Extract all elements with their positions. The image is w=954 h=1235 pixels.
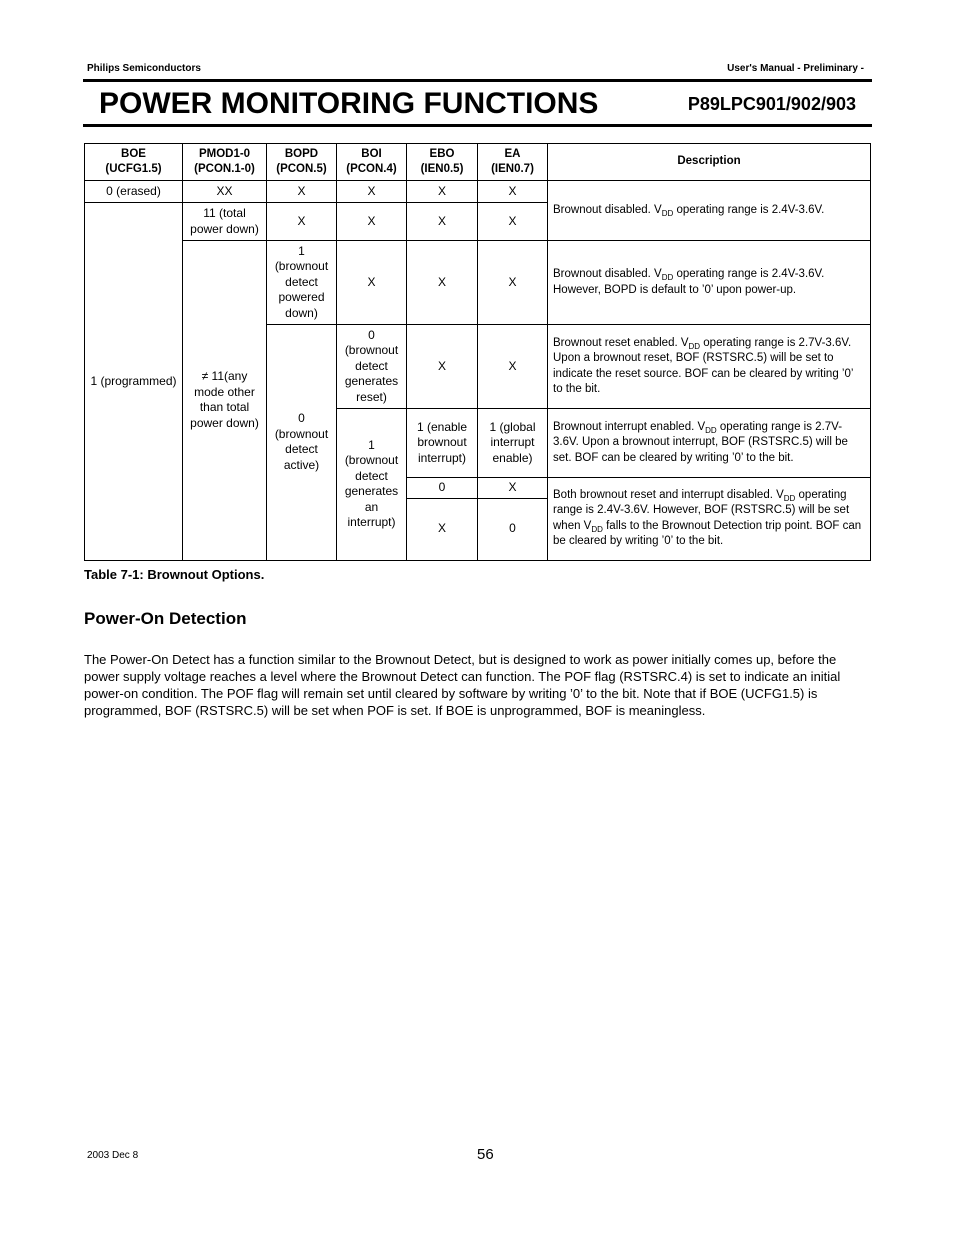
- cell-ebo: X: [407, 181, 478, 203]
- cell-bopd: X: [267, 203, 337, 241]
- footer-date: 2003 Dec 8: [87, 1150, 139, 1161]
- cell-ea: 1 (global interrupt enable): [478, 409, 548, 478]
- cell-pmod: 11 (total power down): [183, 203, 267, 241]
- cell-description: Both brownout reset and interrupt disabled. $V_{DD}$ operating range is 2.4V-3.6V. However, BOF (RSTSRC.5) will be set when $V_{DD}$ falls to the Brownout Detection trip point. BOF can be cleared by writing ’0’ to the bit.: [548, 478, 871, 561]
- cell-ebo: X: [407, 241, 478, 325]
- cell-bopd: 0 (brownout detect active): [267, 325, 337, 561]
- col-header-pmod: PMOD1-0 (PCON.1-0): [183, 144, 267, 181]
- table-row: [85, 241, 871, 325]
- cell-ea: X: [478, 181, 548, 203]
- header-rule-bottom: [83, 124, 872, 127]
- header-rule-top: [83, 79, 872, 82]
- section-heading: Power-On Detection: [84, 609, 247, 628]
- col-header-bopd: BOPD (PCON.5): [267, 144, 337, 181]
- cell-boi: 1 (brownout detect generates an interrupt): [337, 409, 407, 561]
- col-header-ea: EA (IEN0.7): [478, 144, 548, 181]
- cell-bopd: 1 (brownout detect powered down): [267, 241, 337, 325]
- brownout-options-table: [84, 143, 871, 561]
- cell-description: Brownout reset enabled. $V_{DD}$ operating range is 2.7V-3.6V. Upon a brownout reset, BOF (RSTSRC.5) will be set to indicate the reset source. BOF can be cleared by writing ’0’ to the bit.: [548, 325, 871, 409]
- body-paragraph: The Power-On Detect has a function similar to the Brownout Detect, but is designed to work as power initially comes up, before the power supply voltage reaches a level where the Brownout Detect can function. The POF flag (RSTSRC.4) is set to indicate an initial power-on condition. The POF flag will remain set until cleared by software by writing ’0’ to the bit. Note that if BOE (UCFG1.5) is programmed, BOF (RSTSRC.5) will be set when POF is set. If BOE is unprogrammed, BOF is meaningless.: [84, 652, 841, 718]
- table-row: [85, 181, 871, 203]
- cell-ebo: 0: [407, 478, 478, 499]
- header-doc-type: User's Manual - Preliminary -: [727, 63, 864, 74]
- cell-ea: X: [478, 325, 548, 409]
- col-header-ebo: EBO (IEN0.5): [407, 144, 478, 181]
- table-caption: Table 7-1: Brownout Options.: [84, 567, 265, 582]
- cell-ebo: X: [407, 325, 478, 409]
- cell-ea: X: [478, 241, 548, 325]
- cell-ea: 0: [478, 498, 548, 560]
- table-header-row: [85, 144, 871, 181]
- cell-boi: 0 (brownout detect generates reset): [337, 325, 407, 409]
- col-header-description: Description: [548, 144, 871, 181]
- cell-boi: X: [337, 203, 407, 241]
- cell-boe: 0 (erased): [85, 181, 183, 203]
- cell-ebo: 1 (enable brownout interrupt): [407, 409, 478, 478]
- cell-description: Brownout interrupt enabled. $V_{DD}$ operating range is 2.7V-3.6V. Upon a brownout interrupt, BOF (RSTSRC.5) will be set. BOF can be cleared by writing ’0’ to the bit.: [548, 409, 871, 478]
- cell-ea: X: [478, 203, 548, 241]
- cell-boi: X: [337, 241, 407, 325]
- col-header-boi: BOI (PCON.4): [337, 144, 407, 181]
- cell-description: Brownout disabled. $V_{DD}$ operating range is 2.4V-3.6V.: [548, 181, 871, 241]
- cell-description: Brownout disabled. $V_{DD}$ operating range is 2.4V-3.6V. However, BOPD is default to ’0’ upon power-up.: [548, 241, 871, 325]
- cell-pmod: XX: [183, 181, 267, 203]
- cell-ebo: X: [407, 203, 478, 241]
- cell-boi: X: [337, 181, 407, 203]
- cell-ebo: X: [407, 498, 478, 560]
- cell-pmod: ≠ 11(any mode other than total power down): [183, 241, 267, 561]
- cell-ea: X: [478, 478, 548, 499]
- header-company: Philips Semiconductors: [87, 63, 201, 74]
- col-header-boe: BOE (UCFG1.5): [85, 144, 183, 181]
- part-number: P89LPC901/902/903: [687, 94, 856, 114]
- page-number: 56: [477, 1146, 494, 1163]
- page-title: POWER MONITORING FUNCTIONS: [99, 87, 599, 120]
- cell-bopd: X: [267, 181, 337, 203]
- cell-boe: 1 (programmed): [85, 203, 183, 561]
